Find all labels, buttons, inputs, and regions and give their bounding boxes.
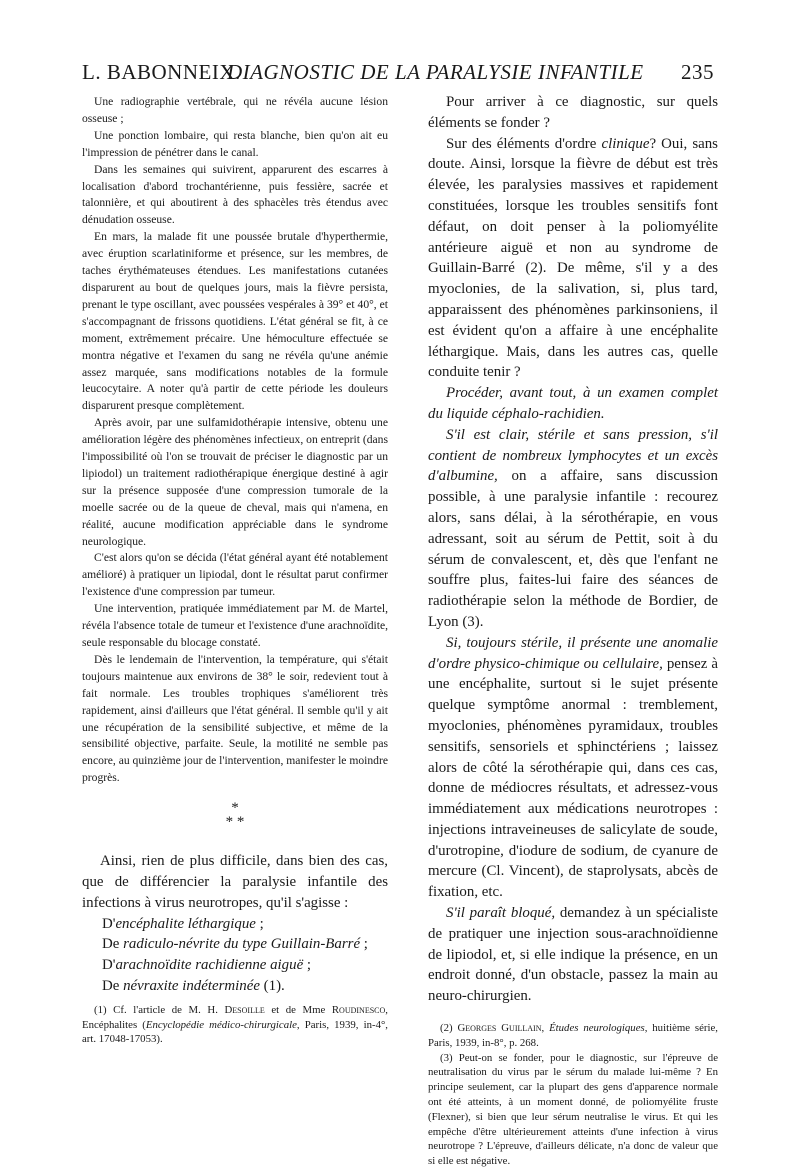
page-number: 235: [681, 60, 714, 84]
footnote-2: (2) Georges Guillain, Études neurologiques, huitième série, Paris, 1939, in-8°, p. 268.: [428, 1022, 718, 1049]
paragraph: S'il paraît bloqué, demandez à un spécialiste de pratiquer une injection sous-arachnoïdienne de lipiodol, et, si elle indique la présence, en un endroit donné, d'un obstacle, passez la main au neuro-chirurgien.: [428, 905, 718, 1005]
list-item: D'encéphalite léthargique ;: [102, 915, 264, 932]
paragraph: Pour arriver à ce diagnostic, sur quels éléments se fonder ?: [428, 94, 718, 131]
right-column: [428, 92, 718, 1169]
running-header: [82, 56, 714, 90]
paragraph: Sur des éléments d'ordre clinique? Oui, sans doute. Ainsi, lorsque la fièvre de début est très élevée, les paralysies massives et rapidement constituées, lorsque les troubles sensitifs font défaut, on doit penser à la poliomyélite antérieure aiguë et non au syndrome de Guillain-Barré (2). De même, s'il y a des myoclonies, de la salivation, si, plus tard, apparaissent des phénomènes parkinsoniens, il est évident qu'on a affaire à une encéphalite léthargique. Mais, dans les autres cas, quelle conduite tenir ?: [428, 135, 718, 381]
paragraph: Procéder, avant tout, à un examen complet du liquide céphalo-rachidien.: [428, 385, 718, 422]
paragraph: Une ponction lombaire, qui resta blanche, bien qu'on ait eu l'impression de pénétrer dans le canal.: [82, 128, 388, 159]
list-item: De névraxite indéterminée (1).: [102, 977, 285, 994]
asterism-bottom: * *: [225, 814, 245, 831]
paragraph: Après avoir, par une sulfamidothérapie intensive, obtenu une amélioration légère des phénomènes infectieux, on entreprit (dans l'impossibilité où l'on se trouvait de préciser le diagnostic par un lipiodol) un traitement radiothérapique énergique destiné à agir sur la présence supposée d'une compression tumorale de la moelle sacrée ou de la queue de cheval, mais qui n'amena, en réalité, aucune modification appréciable dans le syndrome neurologique.: [82, 416, 388, 548]
differential-list: [82, 914, 388, 997]
list-item: D'arachnoïdite rachidienne aiguë ;: [102, 957, 312, 974]
footnotes-right: [428, 1021, 718, 1169]
asterism-top: *: [231, 800, 239, 817]
footnote-1: (1) Cf. l'article de M. H. Desoille et de Mme Roudinesco, Encéphalites (Encyclopédie médico-chirurgicale, Paris, 1939, in-4°, art. 17048-17053).: [82, 1003, 388, 1046]
paragraph: S'il est clair, stérile et sans pression, s'il contient de nombreux lymphocytes et un excès d'albumine, on a affaire, sans discussion possible, à une paralysie infantile : recourez alors, sans délai, à la sérothérapie, en vous adressant, soit au sérum de Pettit, soit à du sérum de convalescent, et, dès que l'enfant ne souffre plus, faites-lui faire des séances de radiothérapie selon la méthode de Bordier, de Lyon (3).: [428, 426, 718, 630]
paragraph: Si, toujours stérile, il présente une anomalie d'ordre physico-chimique ou cellulaire, pensez à une encéphalite, surtout si le sujet présente quelque symptôme anormal : tremblement, myoclonies, phénomènes pyramidaux, troubles sensitifs, sensoriels et sphinctériens ; laissez alors de côté la sérothérapie qui, dans ces cas, donne de médiocres résultats, et adressez-vous immédiatement aux médications neurotropes : injections intraveineuses de salicylate de soude, d'urotropine, d'iodure de sodium, de cyanure de mercure (Cl. Vincent), de staprolysats, abcès de fixation, etc.: [428, 634, 718, 901]
paragraph: Dès le lendemain de l'intervention, la température, qui s'était toujours maintenue aux environs de 38° le soir, redevient tout à fait normale. Les troubles trophiques s'améliorent très rapidement, ainsi d'ailleurs que l'état général. Il semble qu'il y ait une récupération de la sensibilité subjective, et même de la sensibilité objective, parfaite. Seule, la motilité ne semble pas encore, au quinzième jour de l'intervention, manifester le moindre progrès.: [82, 652, 388, 785]
header-author: L. BABONNEIX.: [82, 60, 241, 84]
paragraph: C'est alors qu'on se décida (l'état général ayant été notablement amélioré) à pratiquer un lipiodal, dont le résultat parut confirmer l'existence d'une compression par tumeur.: [82, 551, 388, 599]
paragraph: En mars, la malade fit une poussée brutale d'hyperthermie, avec éruption scarlatiniforme et présence, sur les membres, de taches érythémateuses étendues. Les manifestations cutanées disparurent au bout de quelques jours, mais la fièvre persista, prenant le type oscillant, avec poussées vespérales à 39° et 40°, et s'accompagnant de frissons quotidiens. L'état général se fit, à ce moment, extrêmement précaire. Une hémoculture effectuée se montra négative et l'examen du sang ne révéla qu'une anémie assez marquée, sans modifications notables de la formule leucocytaire. A noter qu'à partir de cette période les douleurs disparurent presque complètement.: [82, 230, 388, 413]
footnote-3: (3) Peut-on se fonder, pour le diagnostic, sur l'épreuve de neutralisation du virus par le sérum du malade lui-même ? En principe seulement, car la plupart des gens d'apparence normale ont été atteints, à un moment donné, de poliomyélite fruste (Flexner), si bien que leur sérum neutralise le virus. Et qui les empêche d'être ultérieurement atteints d'une infection à virus neurotrope ? L'épreuve, d'ailleurs délicate, n'a donc de valeur que si elle est négative.: [428, 1051, 718, 1168]
discussion-text: [428, 92, 718, 1007]
paragraph: Dans les semaines qui suivirent, apparurent des escarres à localisation d'abord trochantérienne, puis fessière, sacrée et talonnière, et qui aboutirent à des sphacèles très étendus avec dénudation osseuse.: [82, 162, 388, 227]
list-item: De radiculo-névrite du type Guillain-Barré ;: [102, 936, 368, 953]
asterism: [82, 787, 388, 851]
intro-paragraph: Ainsi, rien de plus difficile, dans bien des cas, que de différencier la paralysie infantile des infections à virus neurotropes, qu'il s'agisse :: [82, 853, 388, 911]
header-title: DIAGNOSTIC DE LA PARALYSIE INFANTILE: [227, 60, 644, 84]
left-column: [82, 94, 388, 1047]
conclusion-text: [82, 851, 388, 997]
paragraph: Une radiographie vertébrale, qui ne révéla aucune lésion osseuse ;: [82, 95, 388, 125]
paragraph: Une intervention, pratiquée immédiatement par M. de Martel, révéla l'absence totale de tumeur et l'existence d'une arachnoïdite, seule responsable du blocage constaté.: [82, 602, 388, 649]
case-report: [82, 94, 388, 787]
